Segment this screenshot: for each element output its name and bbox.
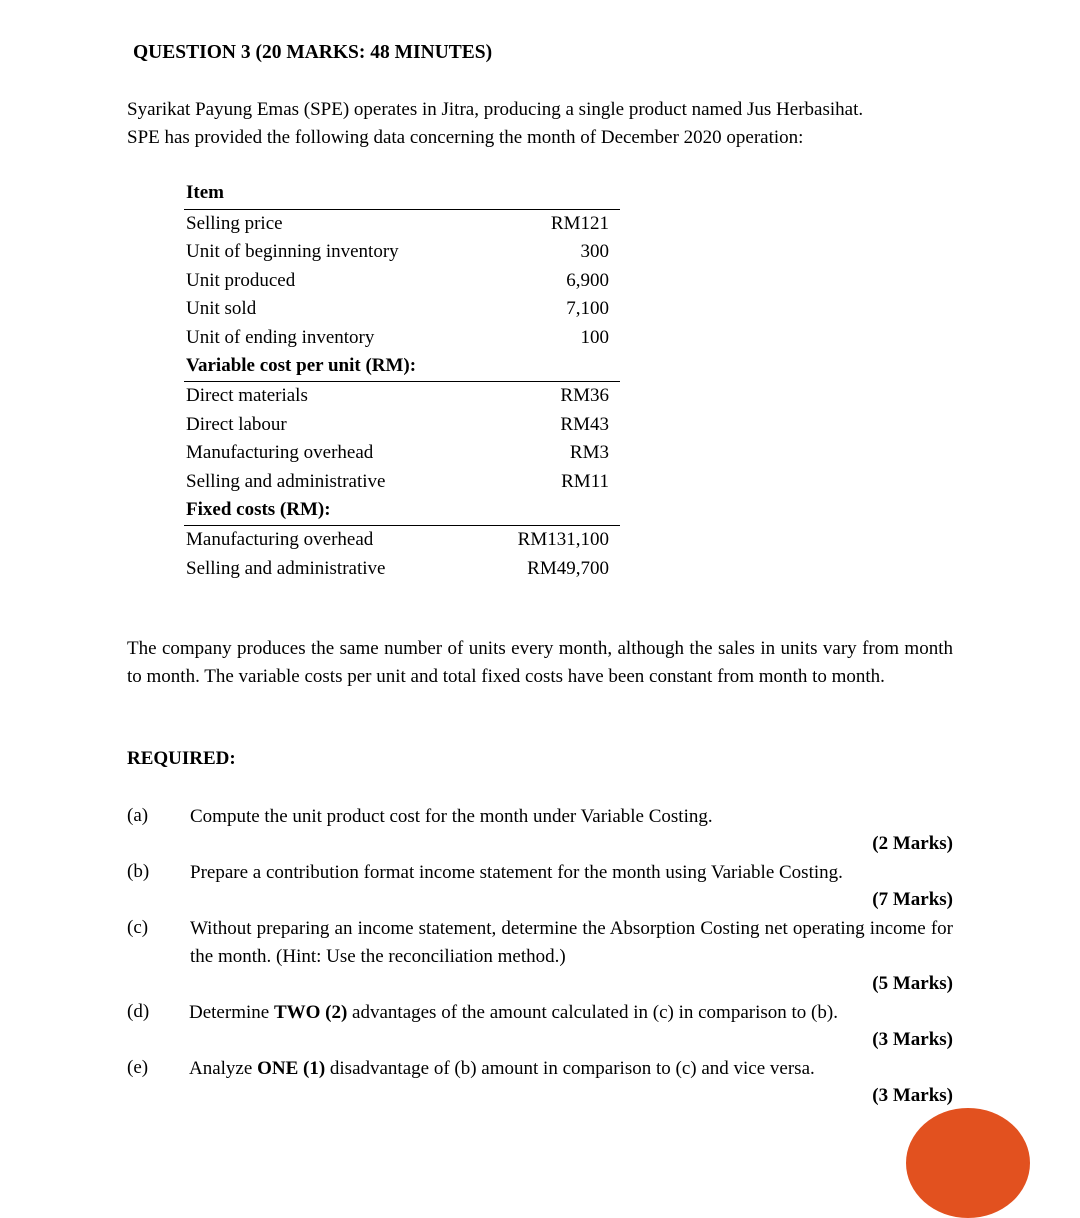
row-label: Direct labour [186,413,287,435]
question-b-marks: (7 Marks) [872,889,953,910]
row-label: Direct materials [186,385,308,407]
question-a-marks: (2 Marks) [872,833,953,854]
question-d-marks: (3 Marks) [872,1029,953,1050]
row-value: 6,900 [566,269,609,291]
table-row [184,238,620,267]
row-value: RM3 [569,442,609,464]
variable-cost-header: Variable cost per unit (RM): [186,354,417,376]
table-header-row [184,180,620,210]
row-label: Unit of ending inventory [186,326,375,348]
table-row [184,324,620,353]
question-title: QUESTION 3 (20 MARKS: 48 MINUTES) [133,42,493,63]
question-c-marks: (5 Marks) [872,973,953,994]
question-e-text-bold: ONE (1) [257,1058,326,1079]
table-row [184,267,620,296]
question-c-text: Without preparing an income statement, determine the Absorption Costing net operating income for the month. (Hint: Use the reconciliation method.) [190,918,953,967]
description-paragraph [127,635,953,691]
row-label: Unit of beginning inventory [186,241,399,263]
row-value: 100 [580,326,609,348]
question-d-text-after: advantages of the amount calculated in (c) in comparison to (b). [347,1002,838,1023]
question-e-marks: (3 Marks) [872,1085,953,1106]
question-b-text: Prepare a contribution format income statement for the month using Variable Costing. [190,862,843,883]
question-b-label: (b) [127,861,150,882]
table-row [184,526,620,555]
variable-cost-header-row [184,353,620,383]
row-label: Manufacturing overhead [186,529,374,551]
row-label: Selling and administrative [186,557,386,579]
question-d-text-bold: TWO (2) [273,1002,348,1023]
row-value: 300 [580,241,609,263]
description-text: The company produces the same number of units every month, although the sales in units vary from month to month. The variable costs per unit and total fixed costs have been constant from month to month. [127,638,953,687]
question-e-label: (e) [127,1057,149,1078]
question-d-label: (d) [127,1001,150,1022]
required-heading: REQUIRED: [127,748,236,769]
table-row [184,439,620,468]
row-label: Manufacturing overhead [186,442,374,464]
table-row [184,411,620,440]
table-row [184,555,620,584]
question-d-text-before: Determine [189,1002,274,1023]
question-d-text [189,999,952,1027]
row-value: 7,100 [566,298,609,320]
intro-line-2: SPE has provided the following data concerning the month of December 2020 operation: [127,127,804,148]
table-row [184,382,620,411]
row-value: RM121 [550,212,609,234]
fixed-cost-header: Fixed costs (RM): [186,498,331,520]
row-label: Unit sold [186,298,257,320]
row-value: RM11 [561,470,609,492]
row-value: RM36 [560,385,609,407]
data-table [184,180,620,583]
question-e-text-after: disadvantage of (b) amount in comparison to (c) and vice versa. [325,1058,815,1079]
row-label: Selling price [186,212,283,234]
fixed-cost-header-row [184,497,620,527]
question-c-label: (c) [127,917,149,938]
table-row [184,468,620,497]
row-value: RM43 [560,413,609,435]
table-header-item: Item [186,182,224,203]
question-e-text-before: Analyze [189,1058,258,1079]
row-label: Unit produced [186,269,296,291]
question-e-text [189,1055,952,1083]
row-value: RM131,100 [517,529,609,551]
row-value: RM49,700 [527,557,609,579]
question-a-label: (a) [127,805,149,826]
row-label: Selling and administrative [186,470,386,492]
intro-paragraph [127,96,957,152]
question-a-text: Compute the unit product cost for the month under Variable Costing. [190,806,713,827]
table-row [184,295,620,324]
table-row [184,210,620,239]
corner-decoration [906,1108,1030,1218]
intro-line-1: Syarikat Payung Emas (SPE) operates in Jitra, producing a single product named Jus Herbasihat. [127,99,864,120]
